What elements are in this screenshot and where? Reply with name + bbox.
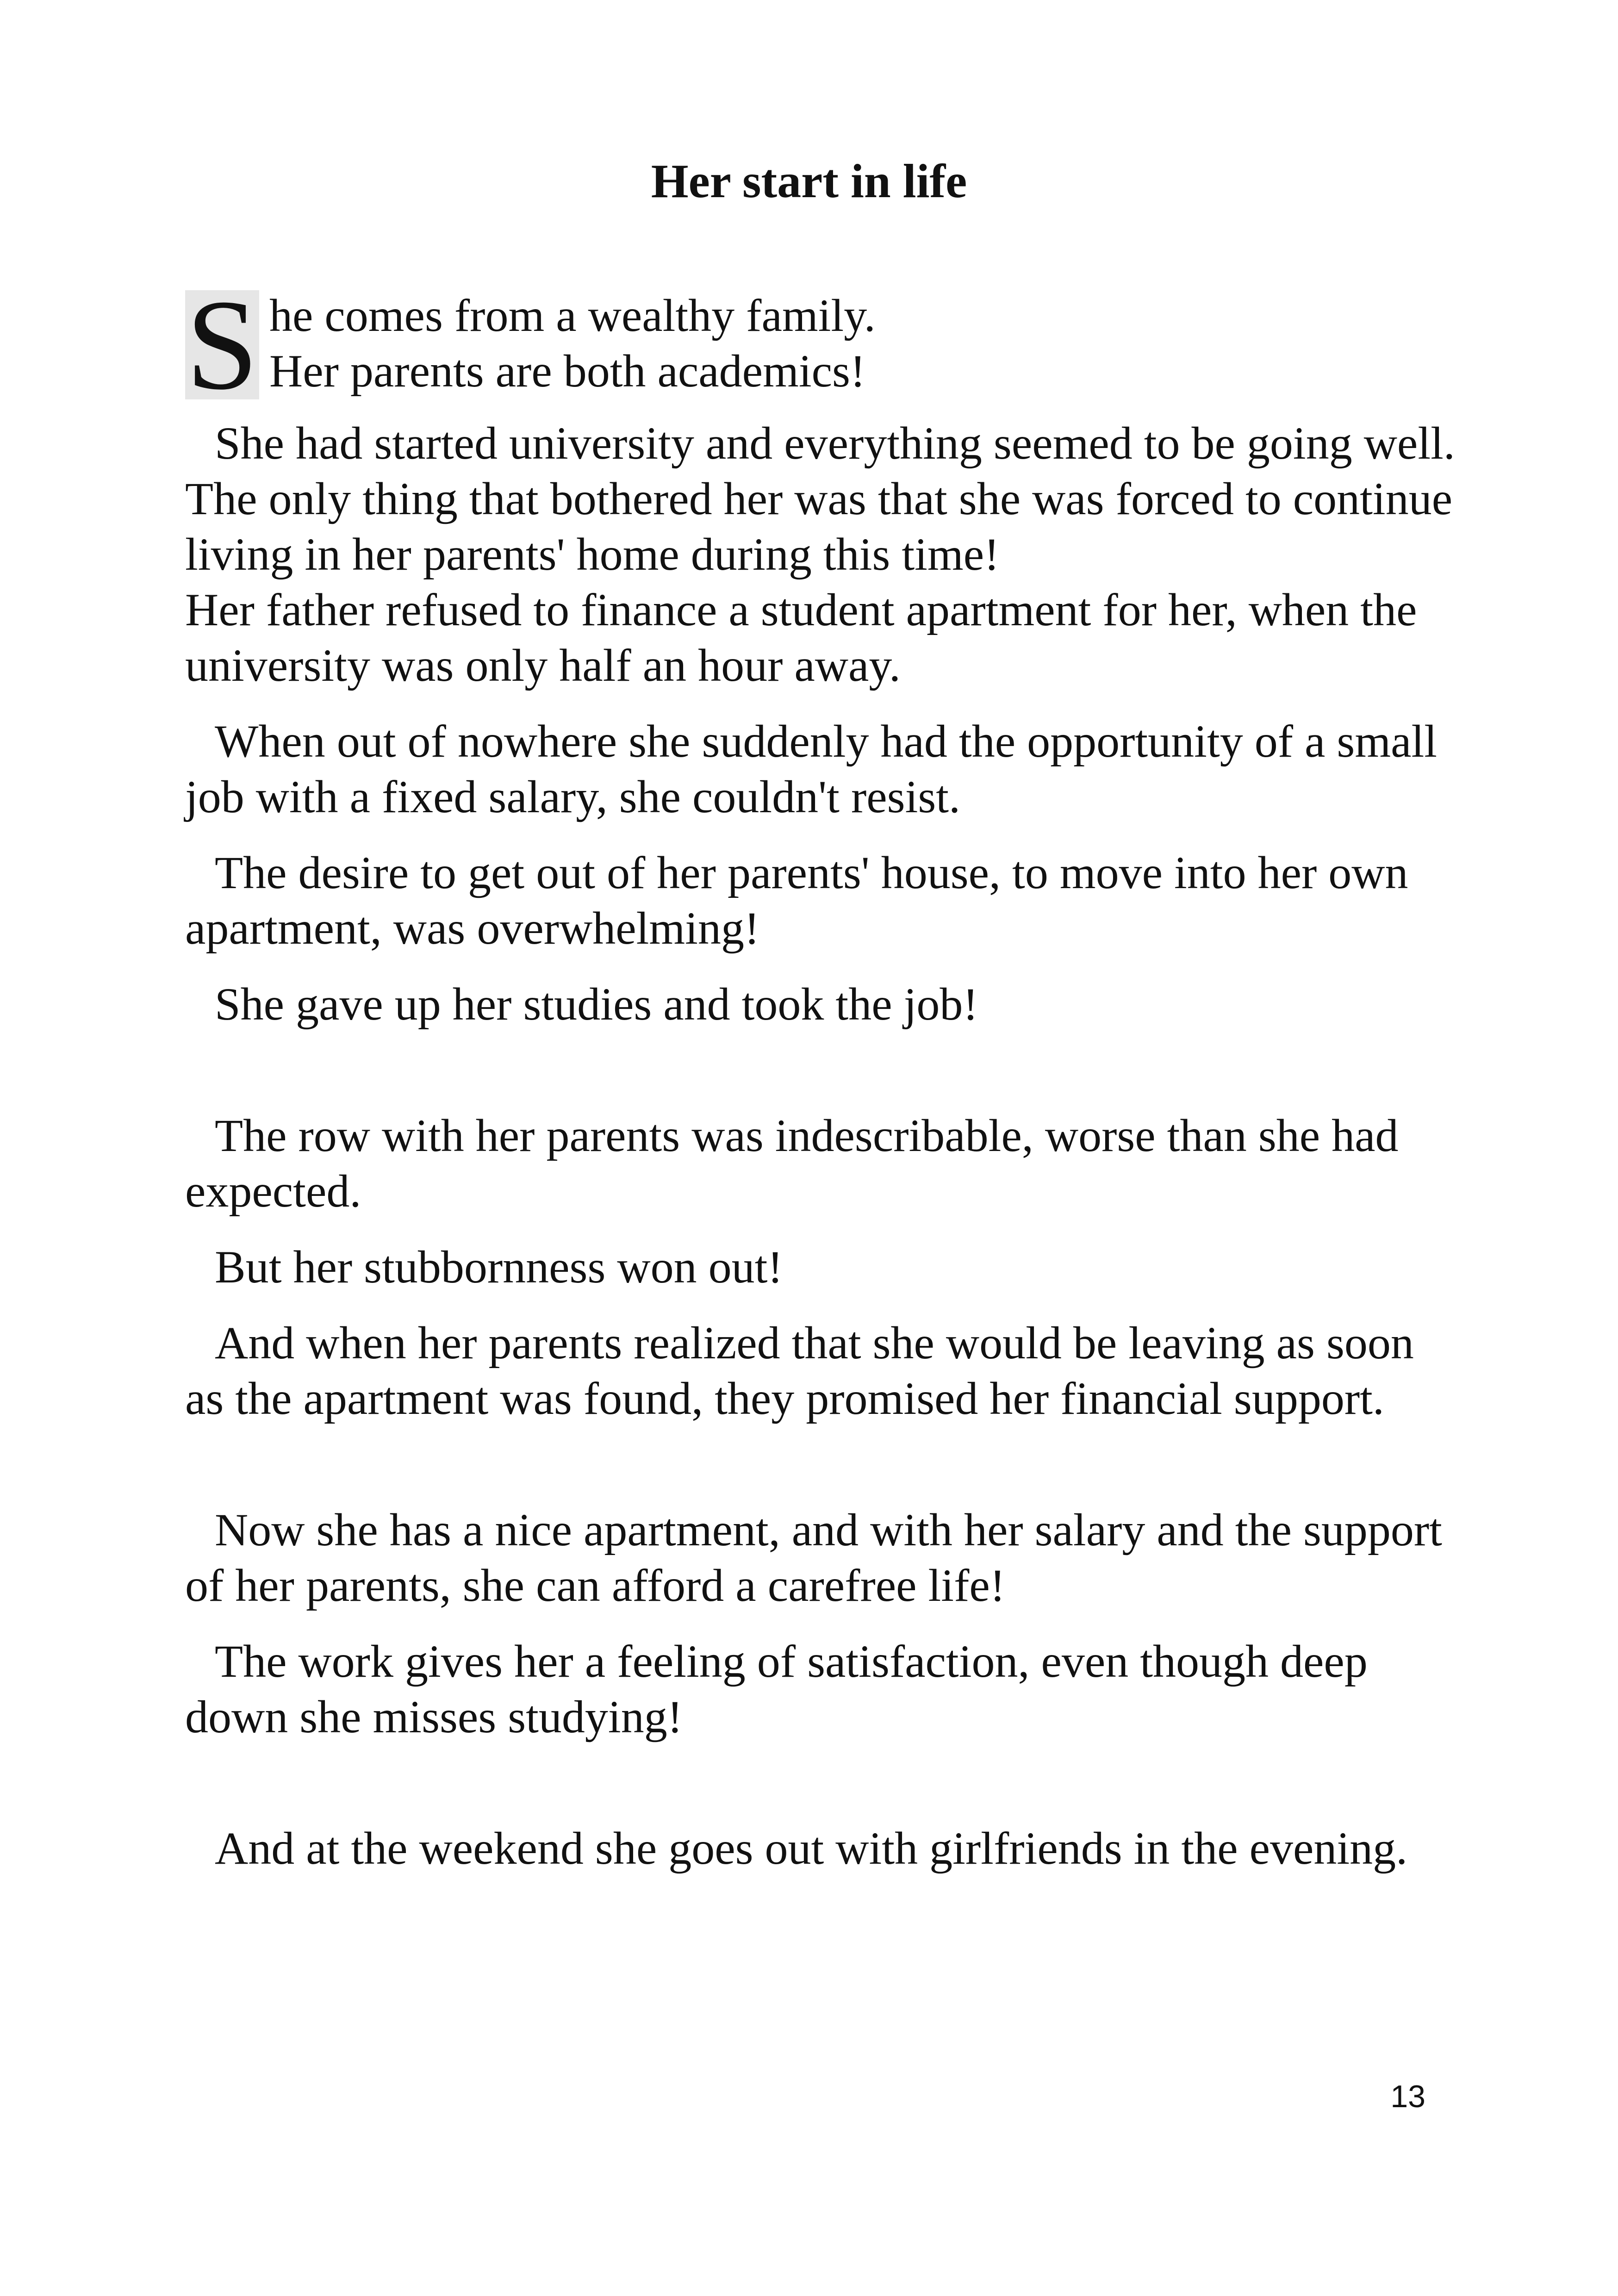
- paragraph-job-opportunity: When out of nowhere she suddenly had the opportunity of a small job with a fixed salary, she couldn't resist.: [185, 716, 1438, 822]
- opening-paragraph: [185, 288, 1462, 399]
- paragraph-stubbornness: But her stubbornness won out!: [215, 1241, 783, 1293]
- paragraph-row-with-parents: The row with her parents was indescribable, worse than she had expected.: [185, 1110, 1399, 1217]
- opening-line-1: he comes from a wealthy family.: [269, 290, 876, 341]
- chapter-title: Her start in life: [651, 155, 967, 208]
- paragraph-gave-up-studies: She gave up her studies and took the job!: [215, 978, 978, 1030]
- body-text: [185, 288, 1462, 1897]
- paragraph-father-refused: Her father refused to finance a student apartment for her, when the university was only half an hour away.: [185, 584, 1417, 691]
- paragraph-university: She had started university and everything seemed to be going well. The only thing that bothered her was that she was forced to continue living in her parents' home during this time!: [185, 417, 1455, 580]
- opening-lines: [269, 288, 876, 399]
- paragraph-weekend: And at the weekend she goes out with girlfriends in the evening.: [215, 1823, 1408, 1874]
- paragraph-nice-apartment: Now she has a nice apartment, and with her salary and the support of her parents, she can afford a carefree life!: [185, 1504, 1442, 1611]
- opening-line-2: Her parents are both academics!: [269, 345, 866, 397]
- paragraph-desire-to-move: The desire to get out of her parents' house, to move into her own apartment, was overwhelming!: [185, 847, 1408, 954]
- paragraph-financial-support: And when her parents realized that she would be leaving as soon as the apartment was found, they promised her financial support.: [185, 1317, 1414, 1424]
- paragraph-satisfaction: The work gives her a feeling of satisfaction, even though deep down she misses studying!: [185, 1636, 1368, 1742]
- page-number: 13: [1390, 2079, 1425, 2114]
- drop-cap: S: [185, 290, 259, 399]
